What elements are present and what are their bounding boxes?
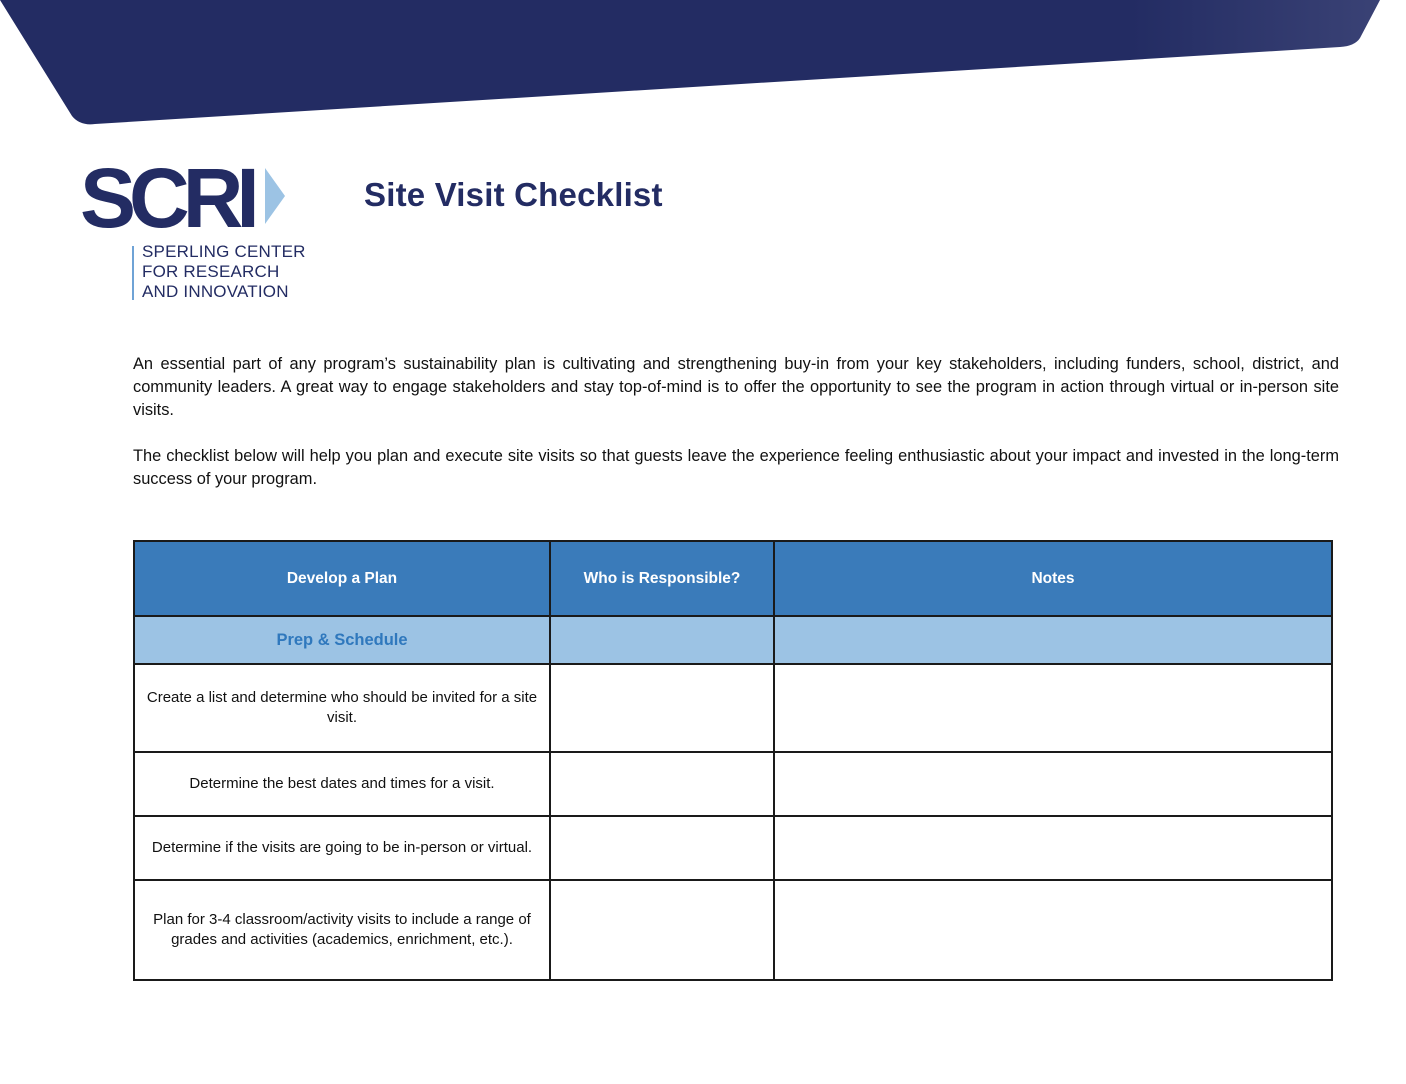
table-row <box>134 664 1332 752</box>
section-blank-cell <box>774 616 1332 664</box>
notes-cell[interactable] <box>774 664 1332 752</box>
header-develop-a-plan: Develop a Plan <box>134 541 550 616</box>
intro-paragraph-2: The checklist below will help you plan and execute site visits so that guests leave the experience feeling enthusiastic about your impact and invested in the long-term success of your program. <box>133 447 1339 488</box>
responsible-cell[interactable] <box>550 664 774 752</box>
responsible-cell[interactable] <box>550 752 774 816</box>
notes-cell[interactable] <box>774 816 1332 880</box>
header-who-is-responsible: Who is Responsible? <box>550 541 774 616</box>
section-row <box>134 616 1332 664</box>
header-notes: Notes <box>774 541 1332 616</box>
checklist-table <box>133 540 1333 981</box>
notes-cell[interactable] <box>774 880 1332 980</box>
notes-cell[interactable] <box>774 752 1332 816</box>
table-row <box>134 880 1332 980</box>
logo-divider <box>132 246 134 300</box>
responsible-cell[interactable] <box>550 880 774 980</box>
section-blank-cell <box>550 616 774 664</box>
section-title-cell <box>134 616 550 664</box>
header-banner <box>0 0 1406 130</box>
logo-subtitle-line-2: FOR RESEARCH <box>142 262 280 281</box>
logo-subtitle-line-1: SPERLING CENTER <box>142 242 306 261</box>
task-cell: Determine the best dates and times for a visit. <box>134 752 550 816</box>
page-title: Site Visit Checklist <box>364 176 663 213</box>
section-title: Prep & Schedule <box>276 630 408 649</box>
intro-paragraph-1: An essential part of any program’s sustainability plan is cultivating and strengthening buy-in from your key stakeholders, including funders, school, district, and community leaders. A great way to engage stakeholders and stay top-of-mind is to offer the opportunity to see the program in action through virtual or in-person site visits. <box>133 355 1339 419</box>
scri-logo <box>80 151 310 308</box>
task-cell: Determine if the visits are going to be in-person or virtual. <box>134 816 550 880</box>
intro-text <box>133 353 1339 514</box>
responsible-cell[interactable] <box>550 816 774 880</box>
task-cell: Create a list and determine who should be invited for a site visit. <box>134 664 550 752</box>
table-header-row <box>134 541 1332 616</box>
chevron-right-icon <box>263 168 287 224</box>
logo-wordmark: SCRI <box>80 151 253 245</box>
task-cell: Plan for 3-4 classroom/activity visits to include a range of grades and activities (academics, enrichment, etc.). <box>134 880 550 980</box>
table-row <box>134 816 1332 880</box>
table-row <box>134 752 1332 816</box>
logo-subtitle-line-3: AND INNOVATION <box>142 282 289 301</box>
